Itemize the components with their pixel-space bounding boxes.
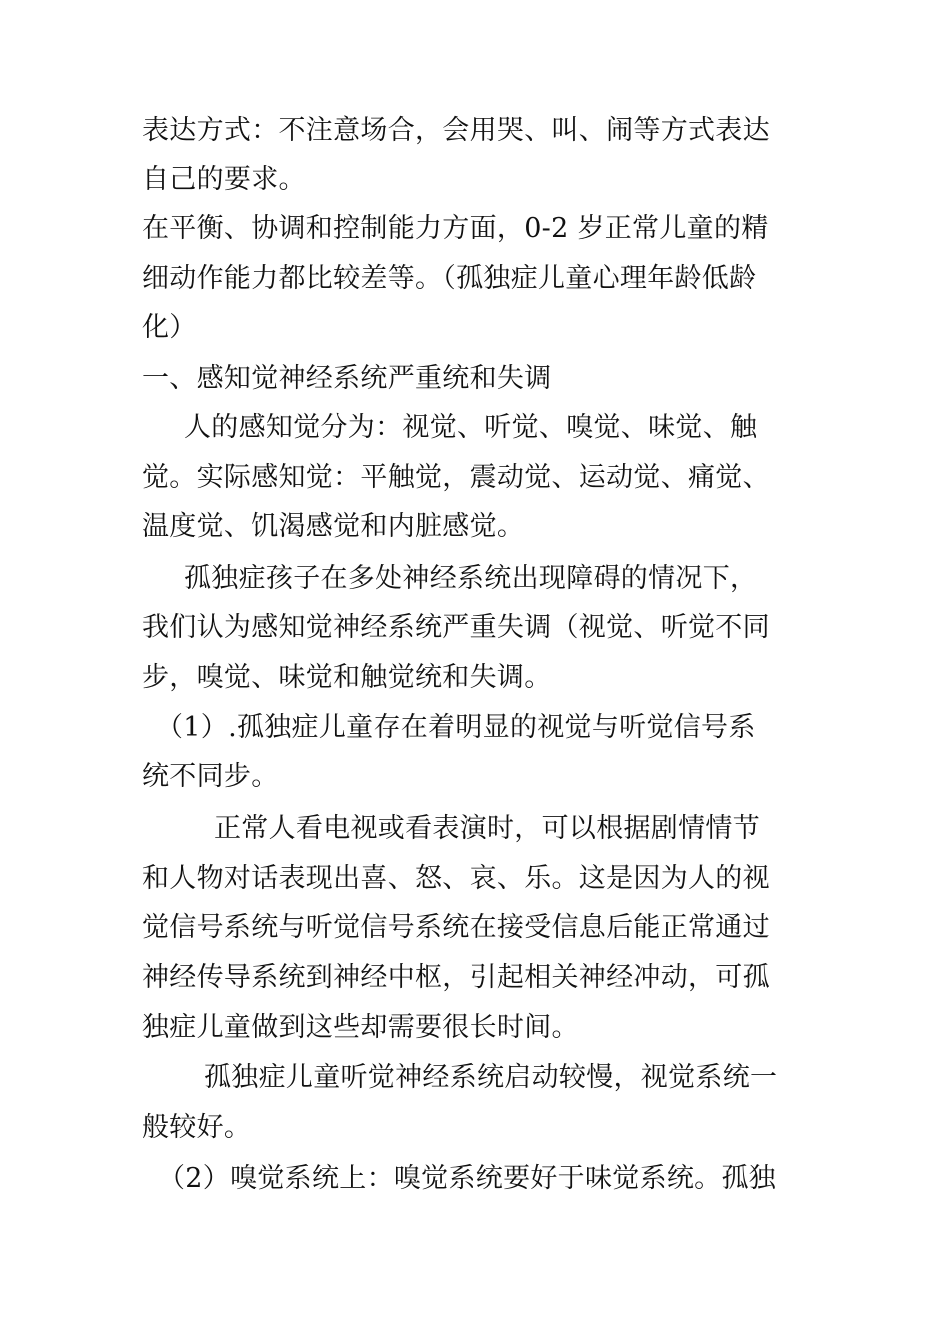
text-line: 表达方式：不注意场合，会用哭、叫、闹等方式表达 — [142, 115, 770, 146]
text-line: 觉信号系统与听觉信号系统在接受信息后能正常通过 — [142, 912, 770, 943]
text-line: 般较好。 — [142, 1112, 252, 1143]
text-line: 在平衡、协调和控制能力方面，0-2 岁正常儿童的精 — [142, 213, 769, 244]
text-line: 温度觉、饥渴感觉和内脏感觉。 — [142, 511, 525, 542]
text-line: 正常人看电视或看表演时，可以根据剧情情节 — [214, 813, 760, 844]
text-line: 觉。实际感知觉：平触觉，震动觉、运动觉、痛觉、 — [142, 462, 770, 493]
text-line: 化） — [142, 312, 197, 343]
text-line: 自己的要求。 — [142, 164, 306, 195]
text-line: 人的感知觉分为：视觉、听觉、嗅觉、味觉、触 — [184, 412, 758, 443]
text-line: 我们认为感知觉神经系统严重失调（视觉、听觉不同 — [142, 612, 770, 643]
text-line: 和人物对话表现出喜、怒、哀、乐。这是因为人的视 — [142, 863, 770, 894]
subheading: （2）嗅觉系统上：嗅觉系统要好于味觉系统。孤独 — [158, 1163, 777, 1194]
text-line: 神经传导系统到神经中枢，引起相关神经冲动，可孤 — [142, 962, 770, 993]
text-line: 孤独症儿童听觉神经系统启动较慢，视觉系统一 — [204, 1062, 778, 1093]
text-line: 统不同步。 — [142, 761, 279, 792]
text-line: 细动作能力都比较差等。（孤独症儿童心理年龄低龄 — [142, 263, 757, 294]
text-line: 独症儿童做到这些却需要很长时间。 — [142, 1012, 579, 1043]
section-heading: 一、感知觉神经系统严重统和失调 — [142, 363, 552, 394]
subheading: （1）.孤独症儿童存在着明显的视觉与听觉信号系 — [156, 712, 756, 743]
text-line: 孤独症孩子在多处神经系统出现障碍的情况下， — [184, 563, 758, 594]
text-line: 步，嗅觉、味觉和触觉统和失调。 — [142, 662, 552, 693]
